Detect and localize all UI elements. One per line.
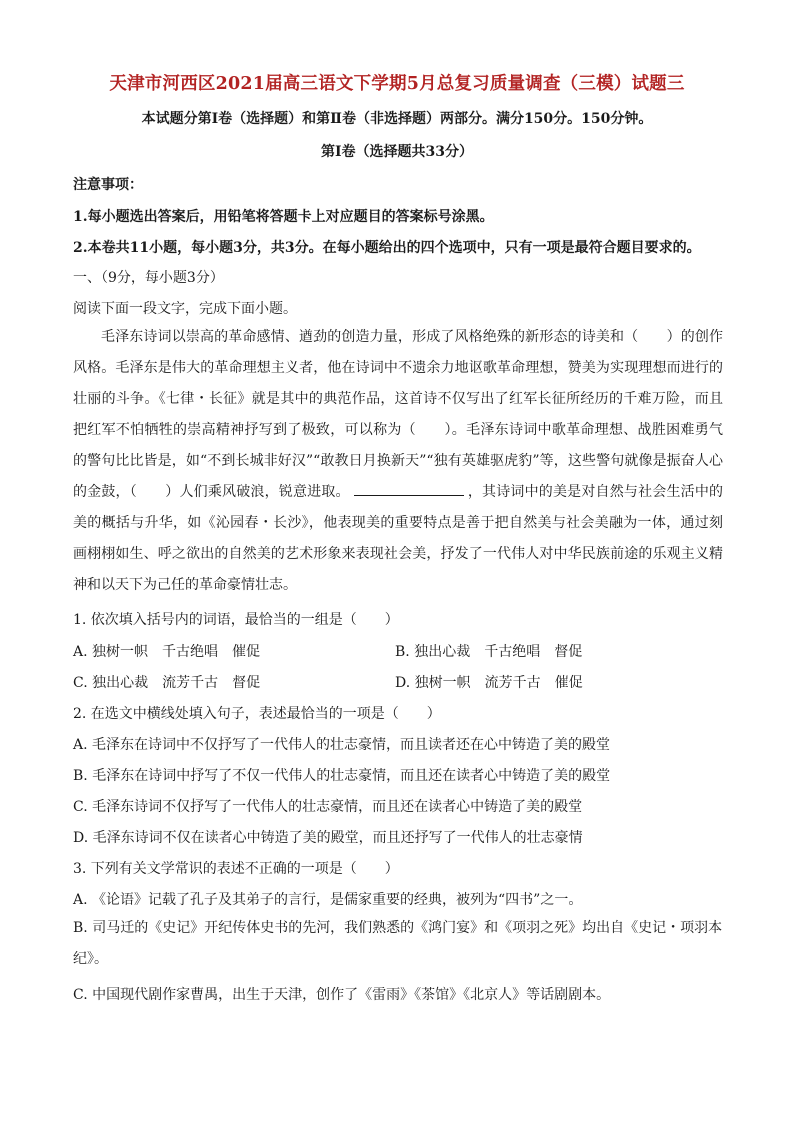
question-2-option-a: A. 毛泽东在诗词中不仅抒写了一代伟人的壮志豪情，而且读者还在心中铸造了美的殿堂 [73,737,611,753]
question-3-stem: 3. 下列有关文学常识的表述不正确的一项是（ ） [73,861,399,877]
document-title: 天津市河西区2021届高三语文下学期5月总复习质量调查（三模）试题三 [109,74,685,94]
notice-item-2: 2.本卷共11小题，每小题3分，共3分。在每小题给出的四个选项中，只有一项是最符合题目要求的。 [73,240,701,256]
notice-item-1: 1.每小题选出答案后，用铅笔将答题卡上对应题目的答案标号涂黑。 [73,209,494,225]
question-2-stem: 2. 在选文中横线处填入句子，表述最恰当的一项是（ ） [73,706,441,722]
question-1-stem: 1. 依次填入括号内的词语，最恰当的一组是（ ） [73,612,399,628]
notice-heading: 注意事项： [73,177,143,193]
question-3-option-c: C. 中国现代剧作家曹禺，出生于天津，创作了《雷雨》《茶馆》《北京人》等话剧剧本。 [73,987,611,1003]
passage-part-a: 毛泽东诗词以崇高的革命感情、遒劲的创造力量，形成了风格绝殊的新形态的诗美和（ ）的创作风格。毛泽东是伟大的革命理想主义者，他在诗词中不遗余力地讴歌革命理想，赞美为实现理想而进行的壮丽的斗争。《七律・长征》就是其中的典范作品，这首诗不仅写出了红军长征所经历的千难万险，而且把红军不怕牺牲的崇高精神抒写到了极致，可以称为（ ）。毛泽东诗词中歌革命理想、战胜困难勇气的警句比比皆是，如“不到长城非好汉”“敢教日月换新天”“独有英雄驱虎豹”等，这些警句就像是振奋人心的金鼓，（ ）人们乘风破浪，锐意进取。 [73,329,723,500]
section-one-instruction: 阅读下面一段文字，完成下面小题。 [73,301,297,317]
part-one-heading: 第Ⅰ卷（选择题共33分） [320,144,474,160]
question-1-option-d: D. 独树一帜 流芳千古 催促 [395,675,583,691]
section-one-heading: 一、（9分，每小题3分） [73,270,224,286]
question-2-option-c: C. 毛泽东诗词不仅抒写了一代伟人的壮志豪情，而且还在读者心中铸造了美的殿堂 [73,799,583,815]
question-2-option-b: B. 毛泽东在诗词中抒写了不仅一代伟人的壮志豪情，而且还在读者心中铸造了美的殿堂 [73,768,611,784]
exam-intro: 本试题分第Ⅰ卷（选择题）和第Ⅱ卷（非选择题）两部分。满分150分。150分钟。 [141,111,653,127]
reading-passage [73,322,723,601]
question-1-option-a: A. 独树一帜 千古绝唱 催促 [73,644,261,660]
question-1-option-c: C. 独出心裁 流芳千古 督促 [73,675,261,691]
question-1-option-b: B. 独出心裁 千古绝唱 督促 [395,644,583,660]
question-2-option-d: D. 毛泽东诗词不仅在读者心中铸造了美的殿堂，而且还抒写了一代伟人的壮志豪情 [73,830,583,846]
passage-part-b: ，其诗词中的美是对自然与社会生活中的美的概括与升华，如《沁园春・长沙》，他表现美的重要特点是善于把自然美与社会美融为一体，通过刻画栩栩如生、呼之欲出的自然美的艺术形象来表现社会美，抒发了一代伟人对中华民族前途的乐观主义精神和以天下为己任的革命豪情壮志。 [73,484,724,593]
fill-in-blank-line [354,481,464,496]
question-3-option-a: A. 《论语》记载了孔子及其弟子的言行，是儒家重要的经典，被列为“四书”之一。 [73,892,583,908]
question-3-option-b: B. 司马迁的《史记》开纪传体史书的先河，我们熟悉的《鸿门宴》和《项羽之死》均出自《史记・项羽本纪》。 [73,920,723,967]
